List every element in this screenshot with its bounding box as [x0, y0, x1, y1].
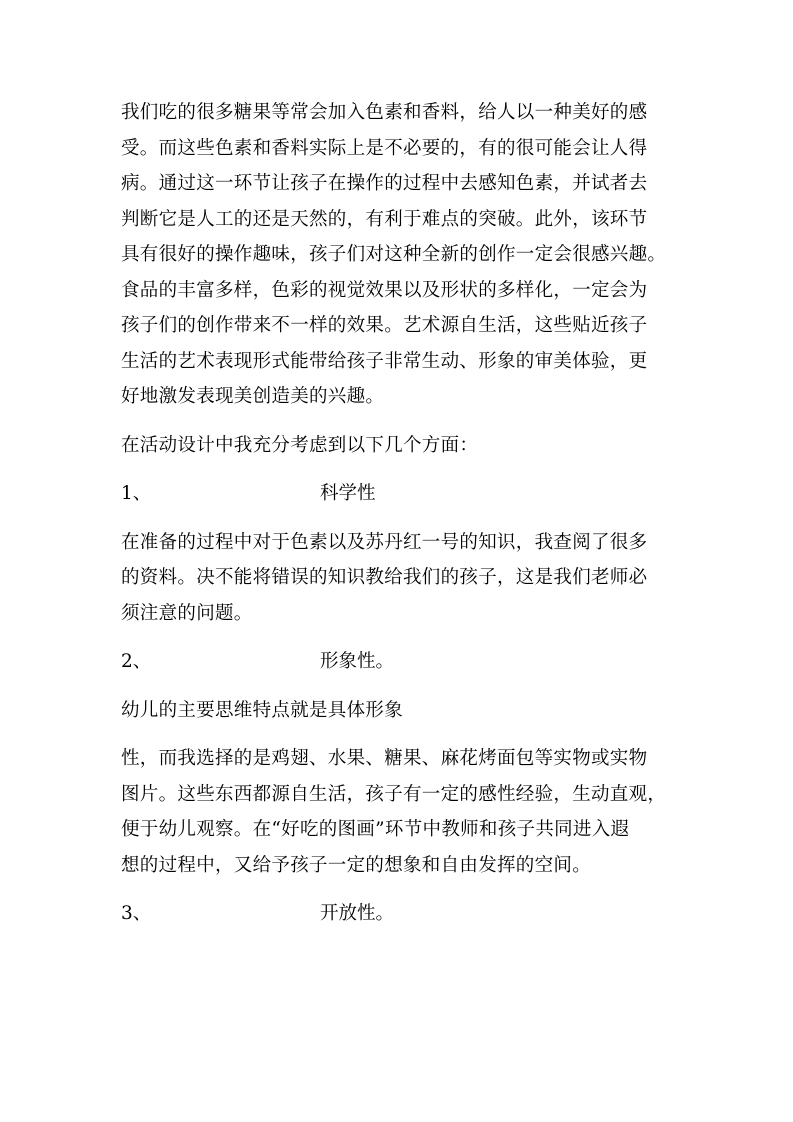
text-line: 的资料。决不能将错误的知识教给我们的孩子，这是我们老师必: [121, 567, 648, 588]
text-line: 病。通过这一环节让孩子在操作的过程中去感知色素，并试者去: [121, 173, 648, 194]
text-line: 想的过程中，又给予孩子一定的想象和自由发挥的空间。: [121, 854, 592, 876]
text-line: 我们吃的很多糖果等常会加入色素和香料，给人以一种美好的感: [121, 102, 648, 123]
section-heading-imagery: [121, 644, 691, 680]
text-line: 幼儿的主要思维特点就是具体形象: [121, 699, 404, 721]
paragraph-spacer: [121, 728, 691, 741]
paragraph-imagery-intro: [121, 693, 691, 729]
paragraph-spacer: [121, 463, 691, 476]
section-title: 开放性。: [320, 903, 395, 924]
text-line: 孩子们的创作带来不一样的效果。艺术源自生活，这些贴近孩子: [121, 315, 648, 336]
section-number: 1、: [121, 483, 152, 504]
paragraph-spacer: [121, 631, 691, 644]
text-line: 判断它是人工的还是天然的，有利于难点的突破。此外，该环节: [121, 208, 648, 230]
paragraph-scientific-body: [121, 525, 691, 632]
paragraph-spacer: [121, 680, 691, 693]
section-heading-scientific: [121, 476, 691, 512]
text-line: 受。而这些色素和香料实际上是不必要的，有的很可能会让人得: [121, 137, 648, 159]
document-page: [121, 95, 691, 932]
text-line: 好地激发表现美创造美的兴趣。: [121, 386, 385, 407]
paragraph-spacer: [121, 415, 691, 428]
paragraph-intro: [121, 95, 691, 415]
text-line: 性，而我选择的是鸡翅、水果、糖果、麻花烤面包等实物或实物: [121, 748, 648, 769]
text-line: 在活动设计中我充分考虑到以下几个方面：: [121, 434, 479, 456]
text-line: 生活的艺术表现形式能带给孩子非常生动、形象的审美体验，更: [121, 350, 648, 372]
section-heading-openness: [121, 896, 691, 932]
text-line: 在准备的过程中对于色素以及苏丹红一号的知识，我查阅了很多: [121, 531, 648, 553]
text-line: 具有很好的操作趣味，孩子们对这种全新的创作一定会很感兴趣。: [121, 244, 667, 265]
section-number: 2、: [121, 651, 152, 672]
section-number: 3、: [121, 903, 152, 924]
paragraph-design-aspects: [121, 428, 691, 464]
text-line: 须注意的问题。: [121, 602, 253, 624]
section-title: 形象性。: [320, 651, 395, 672]
paragraph-spacer: [121, 883, 691, 896]
paragraph-imagery-body: [121, 741, 691, 883]
section-title: 科学性: [320, 483, 376, 504]
text-line: 食品的丰富多样，色彩的视觉效果以及形状的多样化，一定会为: [121, 279, 648, 301]
paragraph-spacer: [121, 512, 691, 525]
text-line: 图片。这些东西都源自生活，孩子有一定的感性经验，生动直观，: [121, 783, 667, 805]
text-line: 便于幼儿观察。在“好吃的图画”环节中教师和孩子共同进入遐: [121, 819, 630, 840]
